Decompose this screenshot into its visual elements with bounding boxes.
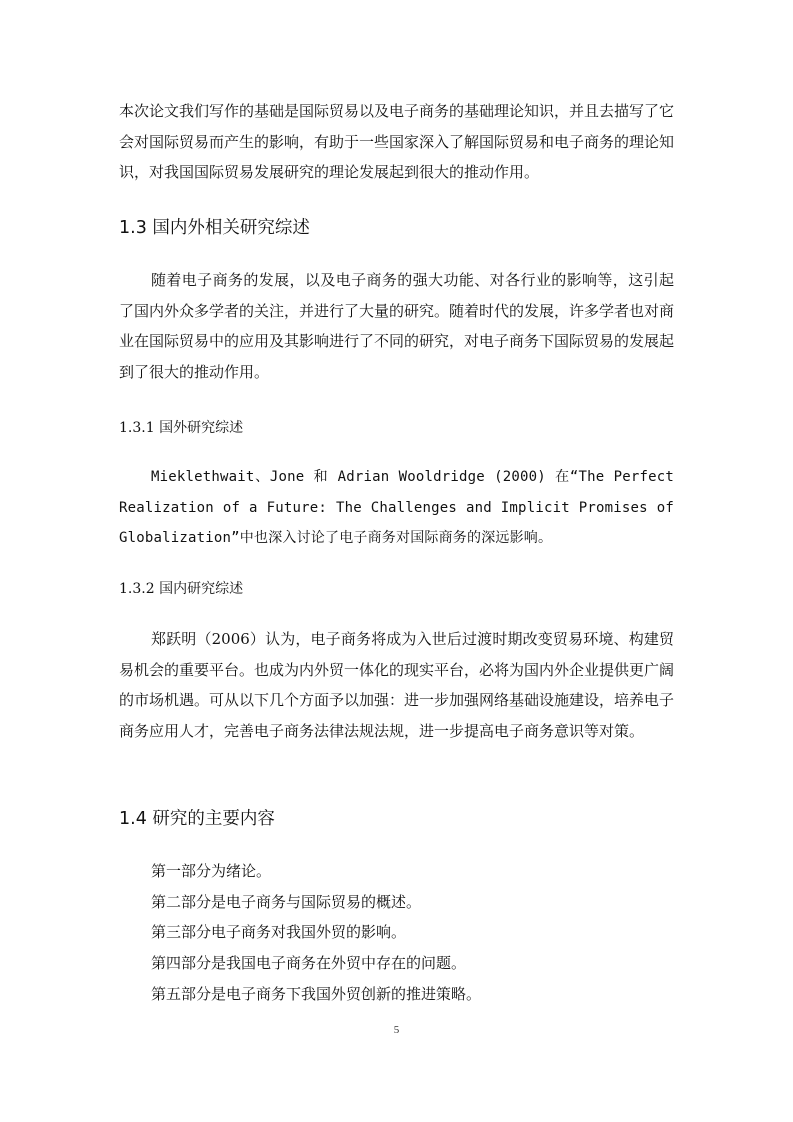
subsection-1-3-2-paragraph: 郑跃明（2006）认为，电子商务将成为入世后过渡时期改变贸易环境、构建贸易机会的重要平台。也成为内外贸一体化的现实平台，必将为国内外企业提供更广阔的市场机遇。可从以下几个方面予以加强：进一步加强网络基础设施建设，培养电子商务应用人才，完善电子商务法律法规法规，进一步提高电子商务意识等对策。 [119, 630, 675, 741]
section-heading-1-4: 1.4 研究的主要内容 [119, 809, 275, 829]
page-number: 5 [393, 1024, 400, 1036]
subsection-1-3-1-paragraph: Mieklethwait、Jone 和 Adrian Wooldridge (2000) 在“The Perfect Realization of a Future: The Challenges and Implicit Promises of Globalization”中也深入讨论了电子商务对国际商务的深远影响。 [119, 469, 674, 547]
list-item: 第一部分为绪论。 [151, 862, 272, 880]
section-1-3-paragraph: 随着电子商务的发展，以及电子商务的强大功能、对各行业的影响等，这引起了国内外众多学者的关注，并进行了大量的研究。随着时代的发展，许多学者也对商业在国际贸易中的应用及其影响进行了不同的研究，对电子商务下国际贸易的发展起到了很大的推动作用。 [119, 271, 675, 382]
intro-paragraph: 本次论文我们写作的基础是国际贸易以及电子商务的基础理论知识，并且去描写了它会对国际贸易而产生的影响，有助于一些国家深入了解国际贸易和电子商务的理论知识，对我国国际贸易发展研究的理论发展起到很大的推动作用。 [119, 102, 675, 182]
list-item: 第三部分电子商务对我国外贸的影响。 [151, 923, 407, 942]
list-item: 第二部分是电子商务与国际贸易的概述。 [151, 892, 422, 911]
contents-list [151, 856, 481, 1010]
section-heading-1-3: 1.3 国内外相关研究综述 [119, 218, 310, 238]
subsection-heading-1-3-1: 1.3.1 国外研究综述 [119, 420, 244, 436]
list-item: 第四部分是我国电子商务在外贸中存在的问题。 [151, 954, 467, 973]
list-item: 第五部分是电子商务下我国外贸创新的推进策略。 [151, 984, 482, 1003]
subsection-heading-1-3-2: 1.3.2 国内研究综述 [119, 581, 244, 597]
